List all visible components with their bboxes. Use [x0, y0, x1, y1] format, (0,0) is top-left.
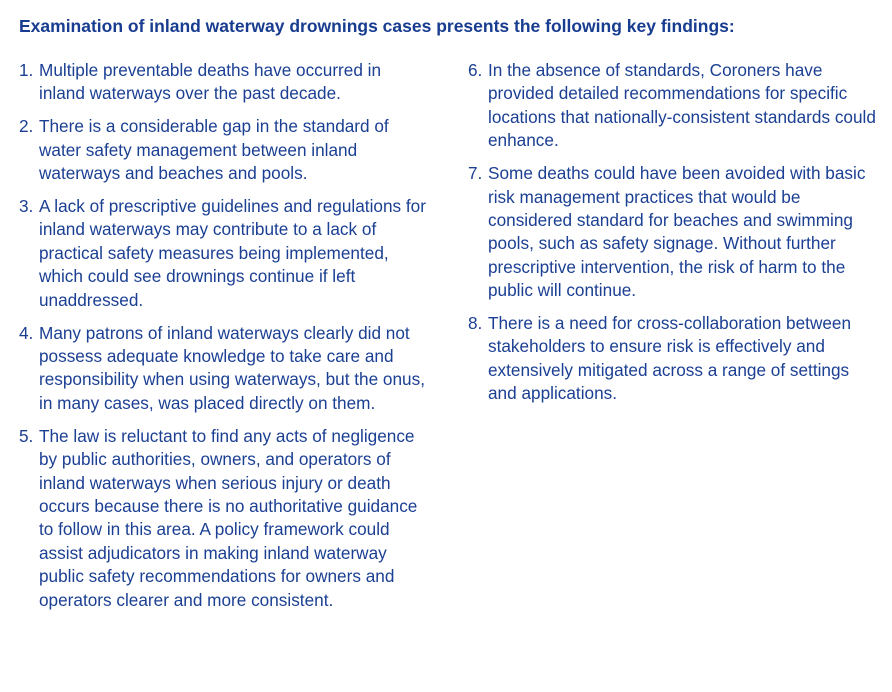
findings-heading: Examination of inland waterway drownings cases presents the following key findings: [19, 16, 735, 36]
finding-text: Many patrons of inland waterways clearly did not possess adequate knowledge to take care and responsibility when using waterways, but the onus, in many cases, was placed directly on them. [39, 322, 425, 413]
finding-number: 6. [468, 60, 483, 80]
finding-number: 7. [468, 163, 483, 184]
finding-item-1 [19, 59, 429, 106]
finding-item-3 [19, 195, 429, 312]
finding-number: 4. [19, 322, 34, 343]
finding-item-8 [468, 312, 878, 406]
finding-text: The law is reluctant to find any acts of negligence by public authorities, owners, and operators of inland waterways when serious injury or death occurs because there is no authoritative guidance to follow in this area. A policy framework could assist adjudicators in making inland waterway public safety recommendations for owners and operators clearer and more consistent. [39, 425, 418, 610]
finding-number: 1. [19, 60, 34, 80]
finding-number: 5. [19, 425, 34, 446]
finding-text: Multiple preventable deaths have occurred in inland waterways over the past decade. [39, 60, 382, 104]
finding-item-6 [468, 59, 878, 153]
finding-item-7 [468, 162, 878, 302]
finding-text: Some deaths could have been avoided with basic risk management practices that would be considered standard for beaches and swimming pools, such as safety signage. Without further prescriptive intervention, the risk of harm to the public will continue. [488, 163, 866, 301]
finding-text: There is a considerable gap in the standard of water safety management between inland waterways and beaches and pools. [39, 116, 389, 184]
finding-item-4 [19, 322, 429, 416]
finding-item-2 [19, 115, 429, 185]
finding-number: 2. [19, 116, 34, 137]
finding-item-5 [19, 425, 429, 612]
findings-list-right [468, 59, 878, 415]
finding-number: 3. [19, 196, 34, 217]
finding-number: 8. [468, 313, 483, 334]
finding-text: A lack of prescriptive guidelines and regulations for inland waterways may contribute to a lack of practical safety measures being implemented, which could see drownings continue if left unaddressed. [39, 196, 426, 310]
findings-list-left [19, 59, 429, 621]
finding-text: There is a need for cross-collaboration between stakeholders to ensure risk is effectively and extensively mitigated across a range of settings and applications. [488, 313, 852, 404]
finding-text: In the absence of standards, Coroners have provided detailed recommendations for specific locations that nationally-consistent standards could enhance. [488, 60, 876, 151]
